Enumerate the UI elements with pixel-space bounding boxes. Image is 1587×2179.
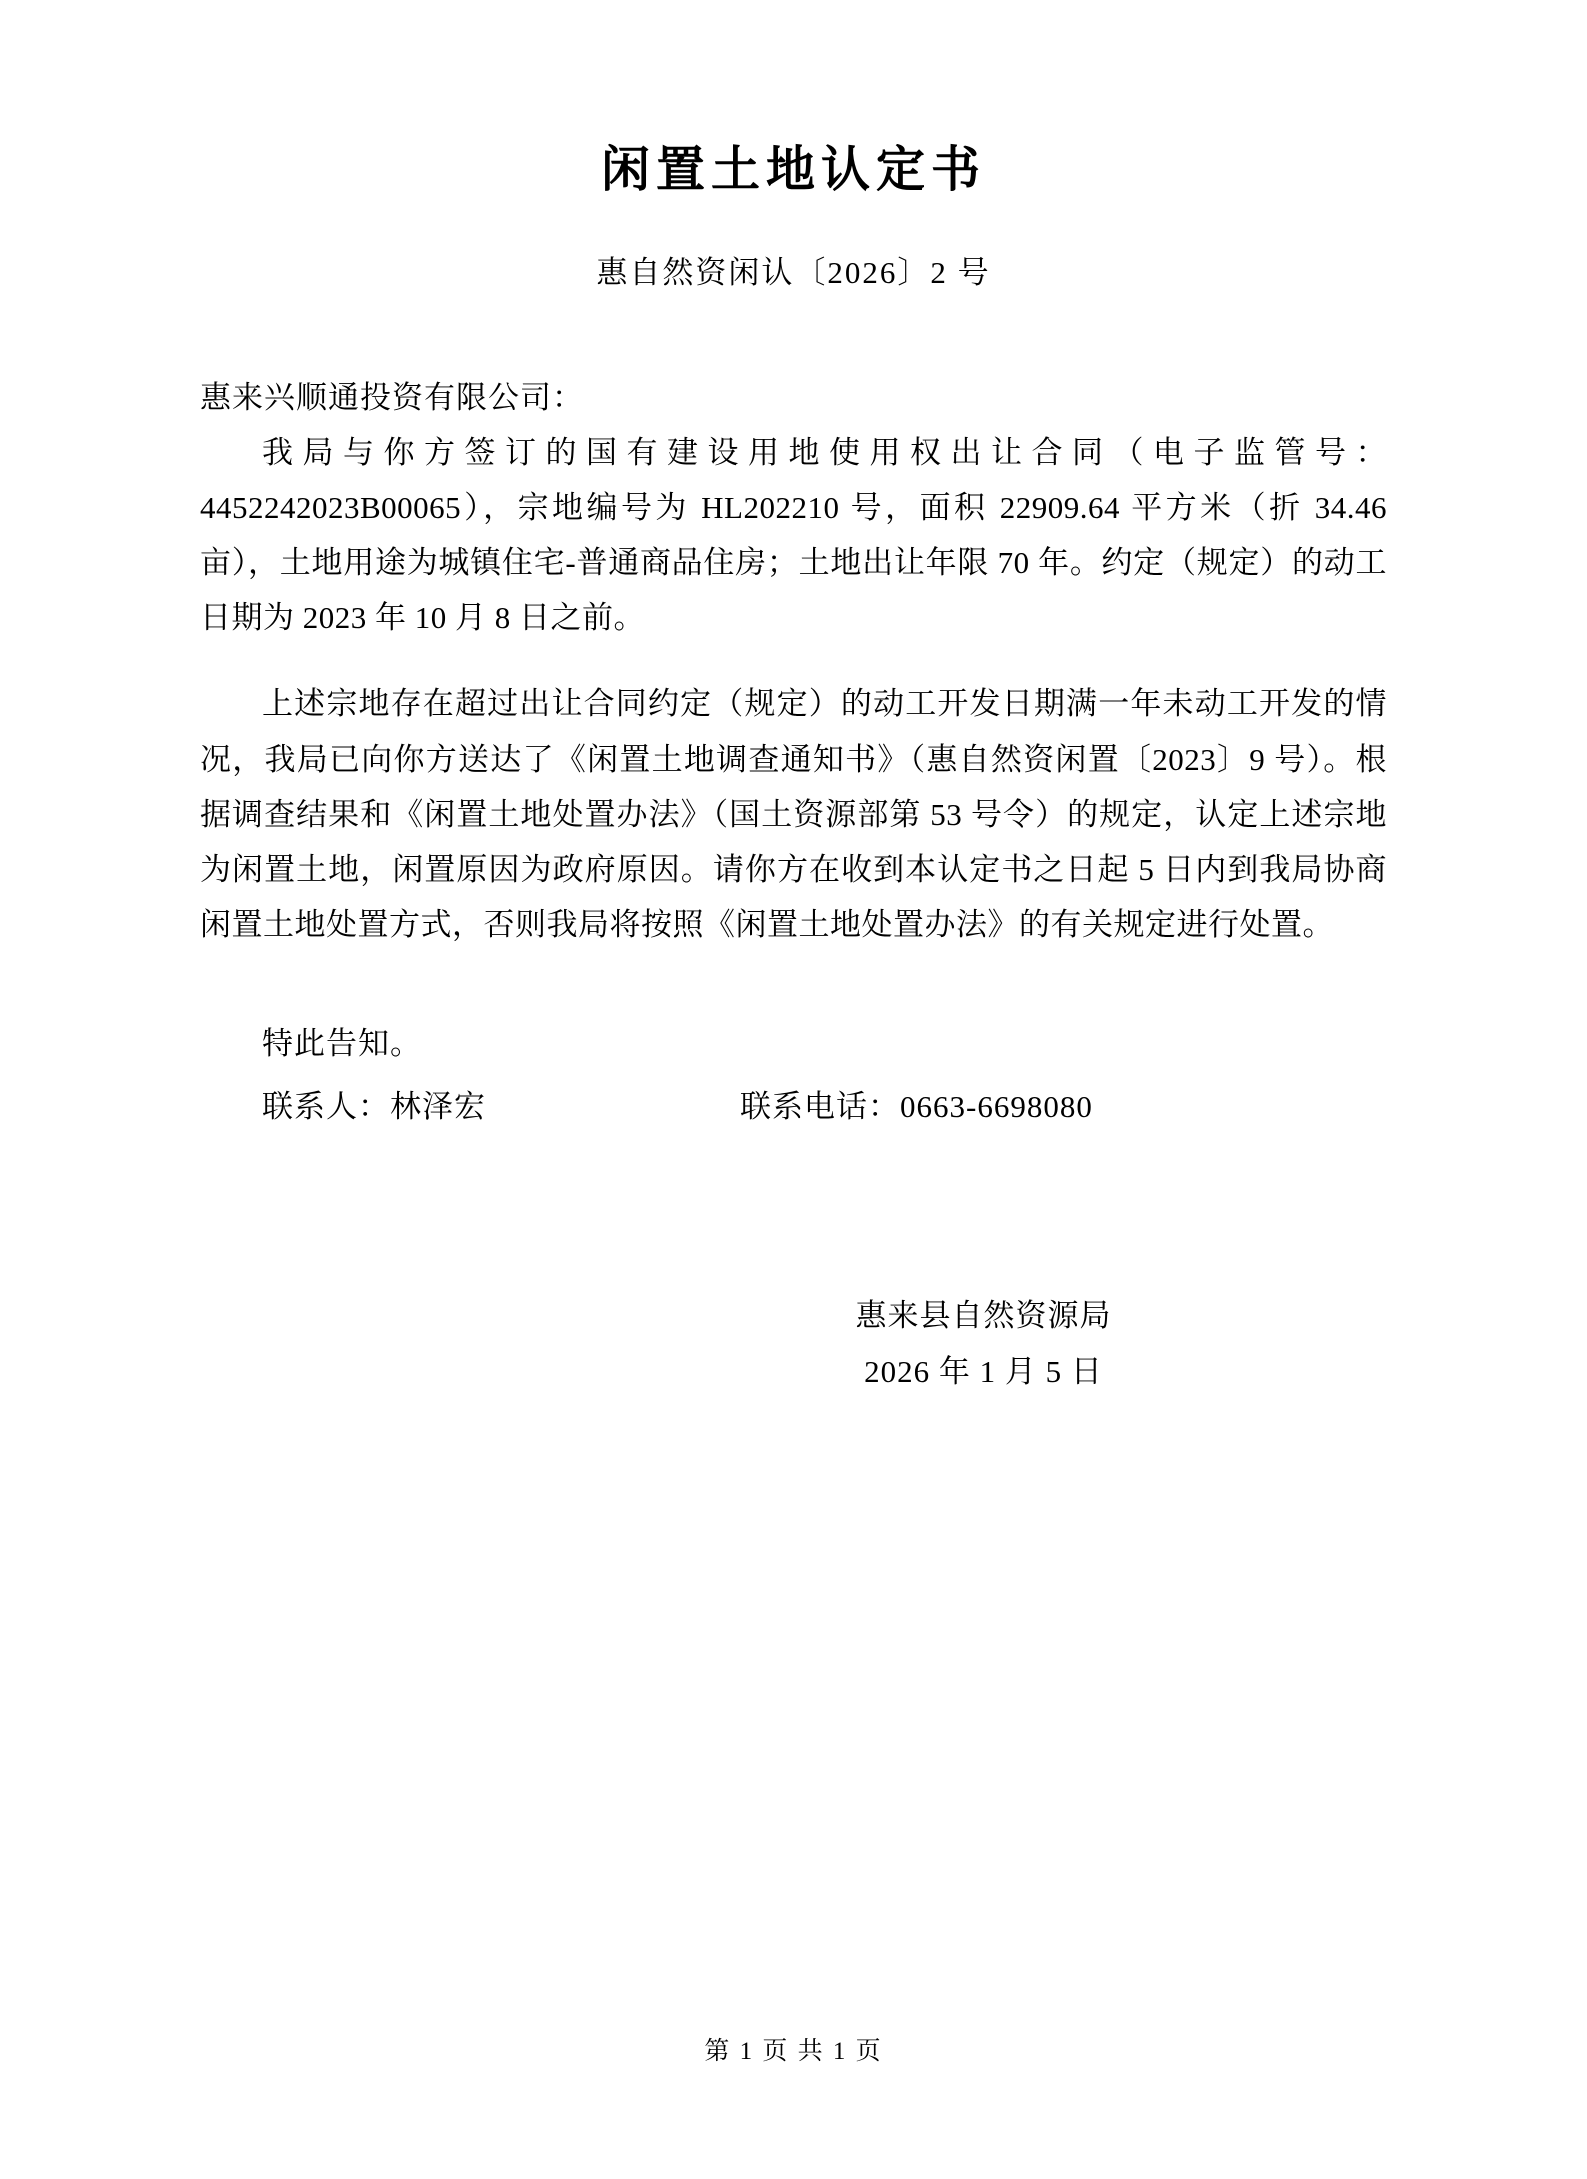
notice-line: 特此告知。 xyxy=(262,1026,422,1062)
document-page xyxy=(0,140,1587,2179)
contact-phone: 联系电话：0663-6698080 xyxy=(740,1089,1093,1125)
body-paragraph-1: 我局与你方签订的国有建设用地使用权出让合同（电子监管号：4452242023B00065），宗地编号为 HL202210 号，面积 22909.64 平方米（折 34.46 亩），土地用途为城镇住宅-普通商品住房；土地出让年限 70 年。约定（规定）的动工日期为 2023 年 10 月 8 日之前。 xyxy=(200,434,1387,636)
page-footer: 第 1 页 共 1 页 xyxy=(704,2038,883,2065)
document-number: 惠自然资闲认〔2026〕2 号 xyxy=(596,254,991,290)
page-title: 闲置土地认定书 xyxy=(600,140,986,198)
issue-date: 2026 年 1 月 5 日 xyxy=(864,1353,1103,1389)
body-paragraph-2: 上述宗地存在超过出让合同约定（规定）的动工开发日期满一年未动工开发的情况，我局已向你方送达了《闲置土地调查通知书》（惠自然资闲置〔2023〕9 号）。根据调查结果和《闲置土地处置办法》（国土资源部第 53 号令）的规定，认定上述宗地为闲置土地，闲置原因为政府原因。请你方在收到本认定书之日起 5 日内到我局协商闲置土地处置方式，否则我局将按照《闲置土地处置办法》的有关规定进行处置。 xyxy=(200,686,1387,943)
contact-person: 联系人：林泽宏 xyxy=(262,1089,486,1125)
contact-row xyxy=(200,1081,1387,1126)
signature-block xyxy=(200,1291,1387,1396)
issuing-authority: 惠来县自然资源局 xyxy=(855,1298,1112,1334)
addressee: 惠来兴顺通投资有限公司： xyxy=(200,379,584,415)
